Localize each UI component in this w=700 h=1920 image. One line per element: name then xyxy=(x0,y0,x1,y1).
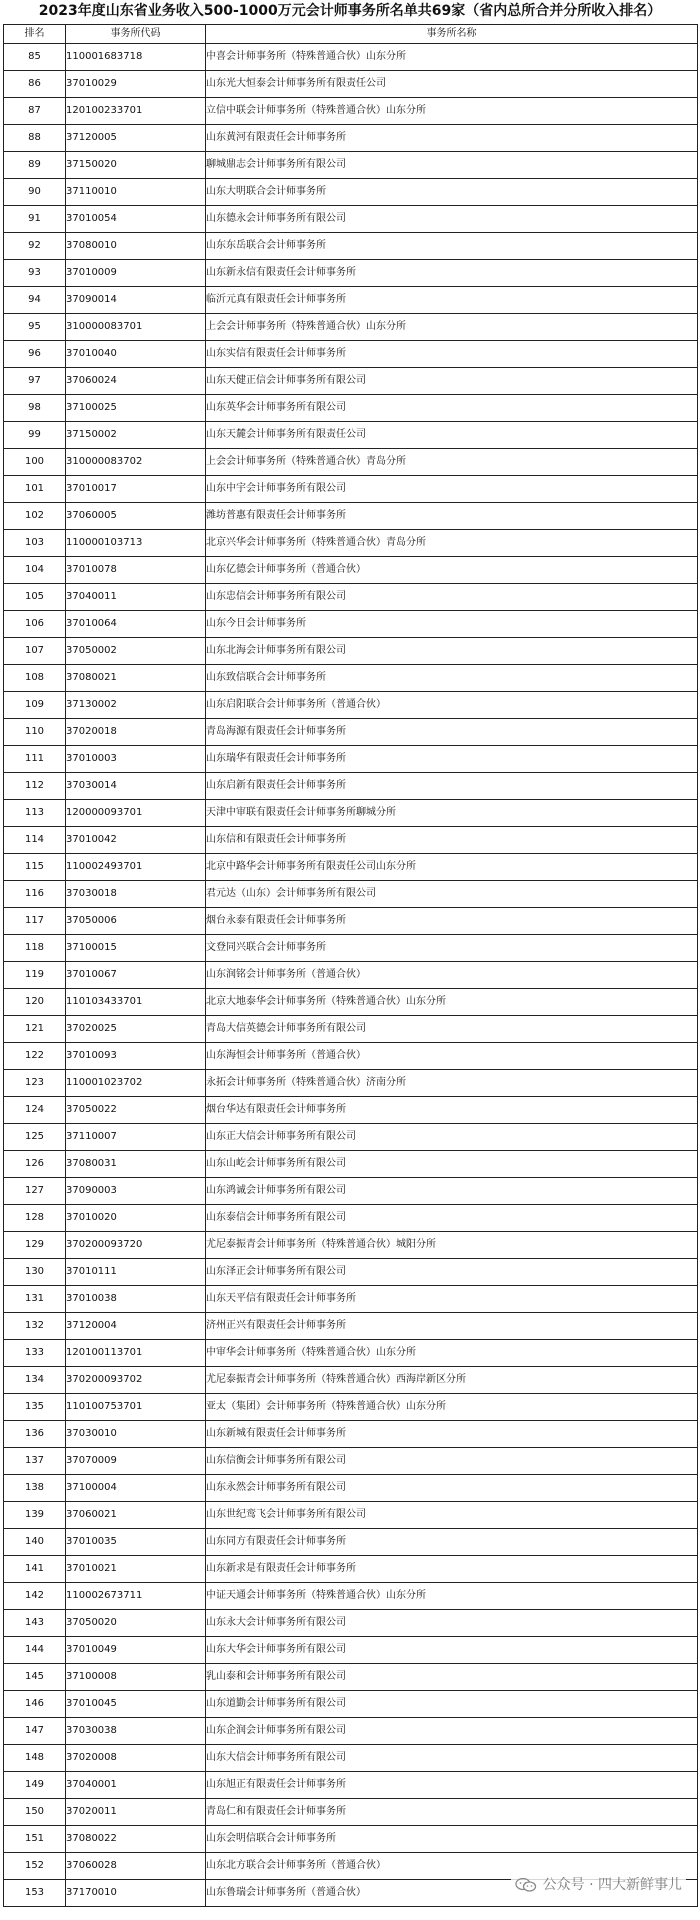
table-row xyxy=(4,800,698,827)
rank-cell: 109 xyxy=(4,692,66,719)
table-row xyxy=(4,1286,698,1313)
firm-name-cell: 尤尼泰振青会计师事务所（特殊普通合伙）西海岸新区分所 xyxy=(206,1367,698,1394)
table-row xyxy=(4,395,698,422)
code-cell: 37020025 xyxy=(66,1016,206,1043)
table-row xyxy=(4,773,698,800)
rank-cell: 123 xyxy=(4,1070,66,1097)
firm-name-cell: 文登同兴联合会计师事务所 xyxy=(206,935,698,962)
table-row xyxy=(4,1691,698,1718)
code-cell: 37010017 xyxy=(66,476,206,503)
code-cell: 37130002 xyxy=(66,692,206,719)
firm-name-cell: 山东鲁瑞会计师事务所（普通合伙） xyxy=(206,1880,698,1907)
code-cell: 37100004 xyxy=(66,1475,206,1502)
table-row xyxy=(4,1259,698,1286)
table-row xyxy=(4,179,698,206)
table-row xyxy=(4,1043,698,1070)
table-row xyxy=(4,341,698,368)
firm-name-cell: 临沂元真有限责任会计师事务所 xyxy=(206,287,698,314)
rank-cell: 135 xyxy=(4,1394,66,1421)
rank-cell: 143 xyxy=(4,1610,66,1637)
table-row xyxy=(4,44,698,71)
code-cell: 37050020 xyxy=(66,1610,206,1637)
firm-name-cell: 山东瑞华有限责任会计师事务所 xyxy=(206,746,698,773)
rank-cell: 89 xyxy=(4,152,66,179)
rank-cell: 106 xyxy=(4,611,66,638)
firm-name-cell: 君元达（山东）会计师事务所有限公司 xyxy=(206,881,698,908)
firm-name-cell: 青岛仁和有限责任会计师事务所 xyxy=(206,1799,698,1826)
table-row xyxy=(4,1394,698,1421)
table-row xyxy=(4,98,698,125)
firm-name-cell: 永拓会计师事务所（特殊普通合伙）济南分所 xyxy=(206,1070,698,1097)
firm-name-cell: 山东道勤会计师事务所有限公司 xyxy=(206,1691,698,1718)
table-row xyxy=(4,908,698,935)
firm-name-cell: 山东企润会计师事务所有限公司 xyxy=(206,1718,698,1745)
rank-cell: 145 xyxy=(4,1664,66,1691)
rank-cell: 101 xyxy=(4,476,66,503)
table-row xyxy=(4,827,698,854)
firm-name-cell: 山东英华会计师事务所有限公司 xyxy=(206,395,698,422)
rank-cell: 151 xyxy=(4,1826,66,1853)
rank-cell: 116 xyxy=(4,881,66,908)
rank-cell: 138 xyxy=(4,1475,66,1502)
firm-name-cell: 山东润铭会计师事务所（普通合伙） xyxy=(206,962,698,989)
firm-name-cell: 山东大明联合会计师事务所 xyxy=(206,179,698,206)
code-cell: 37100025 xyxy=(66,395,206,422)
firm-name-cell: 烟台永泰有限责任会计师事务所 xyxy=(206,908,698,935)
firm-ranking-table xyxy=(3,24,698,1907)
rank-cell: 132 xyxy=(4,1313,66,1340)
table-row xyxy=(4,557,698,584)
code-cell: 37010078 xyxy=(66,557,206,584)
table-row xyxy=(4,530,698,557)
table-row xyxy=(4,1097,698,1124)
rank-cell: 98 xyxy=(4,395,66,422)
code-cell: 37110007 xyxy=(66,1124,206,1151)
firm-name-cell: 烟台华达有限责任会计师事务所 xyxy=(206,1097,698,1124)
firm-name-cell: 山东大信会计师事务所有限公司 xyxy=(206,1745,698,1772)
table-row xyxy=(4,1718,698,1745)
rank-cell: 86 xyxy=(4,71,66,98)
rank-cell: 142 xyxy=(4,1583,66,1610)
firm-name-cell: 山东北方联合会计师事务所（普通合伙） xyxy=(206,1853,698,1880)
rank-cell: 87 xyxy=(4,98,66,125)
code-cell: 37010021 xyxy=(66,1556,206,1583)
rank-cell: 140 xyxy=(4,1529,66,1556)
rank-cell: 136 xyxy=(4,1421,66,1448)
code-cell: 120000093701 xyxy=(66,800,206,827)
table-row xyxy=(4,422,698,449)
table-row xyxy=(4,1583,698,1610)
firm-name-cell: 上会会计师事务所（特殊普通合伙）山东分所 xyxy=(206,314,698,341)
firm-name-cell: 山东新求是有限责任会计师事务所 xyxy=(206,1556,698,1583)
firm-name-cell: 济州正兴有限责任会计师事务所 xyxy=(206,1313,698,1340)
table-row xyxy=(4,1205,698,1232)
table-row xyxy=(4,746,698,773)
code-cell: 37010020 xyxy=(66,1205,206,1232)
code-cell: 37060028 xyxy=(66,1853,206,1880)
firm-name-cell: 山东启阳联合会计师事务所（普通合伙） xyxy=(206,692,698,719)
firm-name-cell: 山东同方有限责任会计师事务所 xyxy=(206,1529,698,1556)
rank-cell: 147 xyxy=(4,1718,66,1745)
firm-name-cell: 山东天健正信会计师事务所有限公司 xyxy=(206,368,698,395)
table-row xyxy=(4,1151,698,1178)
firm-name-cell: 山东天麓会计师事务所有限责任公司 xyxy=(206,422,698,449)
table-row xyxy=(4,503,698,530)
code-cell: 37030014 xyxy=(66,773,206,800)
code-cell: 110000103713 xyxy=(66,530,206,557)
code-cell: 37010049 xyxy=(66,1637,206,1664)
firm-name-cell: 山东信和有限责任会计师事务所 xyxy=(206,827,698,854)
code-cell: 310000083702 xyxy=(66,449,206,476)
rank-cell: 118 xyxy=(4,935,66,962)
code-cell: 310000083701 xyxy=(66,314,206,341)
page-title: 2023年度山东省业务收入500-1000万元会计师事务所名单共69家（省内总所合并分所收入排名） xyxy=(38,3,662,19)
table-row xyxy=(4,1367,698,1394)
rank-cell: 148 xyxy=(4,1745,66,1772)
firm-name-cell: 中喜会计师事务所（特殊普通合伙）山东分所 xyxy=(206,44,698,71)
firm-name-cell: 山东今日会计师事务所 xyxy=(206,611,698,638)
rank-cell: 131 xyxy=(4,1286,66,1313)
rank-cell: 126 xyxy=(4,1151,66,1178)
table-row xyxy=(4,1124,698,1151)
rank-cell: 115 xyxy=(4,854,66,881)
rank-cell: 99 xyxy=(4,422,66,449)
firm-name-cell: 山东海恒会计师事务所（普通合伙） xyxy=(206,1043,698,1070)
code-cell: 37030010 xyxy=(66,1421,206,1448)
rank-cell: 97 xyxy=(4,368,66,395)
rank-cell: 119 xyxy=(4,962,66,989)
firm-name-cell: 乳山泰和会计师事务所有限公司 xyxy=(206,1664,698,1691)
rank-cell: 141 xyxy=(4,1556,66,1583)
firm-name-cell: 亚太（集团）会计师事务所（特殊普通合伙）山东分所 xyxy=(206,1394,698,1421)
rank-cell: 128 xyxy=(4,1205,66,1232)
firm-name-cell: 山东大华会计师事务所有限公司 xyxy=(206,1637,698,1664)
rank-cell: 88 xyxy=(4,125,66,152)
firm-name-cell: 上会会计师事务所（特殊普通合伙）青岛分所 xyxy=(206,449,698,476)
header-code: 事务所代码 xyxy=(66,25,206,44)
rank-cell: 108 xyxy=(4,665,66,692)
code-cell: 37010003 xyxy=(66,746,206,773)
firm-name-cell: 山东旭正有限责任会计师事务所 xyxy=(206,1772,698,1799)
rank-cell: 107 xyxy=(4,638,66,665)
firm-name-cell: 潍坊普惠有限责任会计师事务所 xyxy=(206,503,698,530)
firm-name-cell: 山东忠信会计师事务所有限公司 xyxy=(206,584,698,611)
rank-cell: 105 xyxy=(4,584,66,611)
code-cell: 37010054 xyxy=(66,206,206,233)
table-row xyxy=(4,476,698,503)
table-body xyxy=(4,44,698,1907)
table-row xyxy=(4,233,698,260)
code-cell: 37150020 xyxy=(66,152,206,179)
table-row xyxy=(4,260,698,287)
code-cell: 37120004 xyxy=(66,1313,206,1340)
rank-cell: 129 xyxy=(4,1232,66,1259)
table-row xyxy=(4,989,698,1016)
rank-cell: 114 xyxy=(4,827,66,854)
code-cell: 37030038 xyxy=(66,1718,206,1745)
rank-cell: 133 xyxy=(4,1340,66,1367)
firm-name-cell: 山东鸿诚会计师事务所有限公司 xyxy=(206,1178,698,1205)
code-cell: 120100233701 xyxy=(66,98,206,125)
rank-cell: 102 xyxy=(4,503,66,530)
firm-name-cell: 青岛大信英德会计师事务所有限公司 xyxy=(206,1016,698,1043)
table-header xyxy=(4,25,698,44)
rank-cell: 120 xyxy=(4,989,66,1016)
firm-name-cell: 山东启新有限责任会计师事务所 xyxy=(206,773,698,800)
code-cell: 37070009 xyxy=(66,1448,206,1475)
rank-cell: 146 xyxy=(4,1691,66,1718)
table-row xyxy=(4,1313,698,1340)
code-cell: 37010038 xyxy=(66,1286,206,1313)
table-row xyxy=(4,1448,698,1475)
firm-name-cell: 中证天通会计师事务所（特殊普通合伙）山东分所 xyxy=(206,1583,698,1610)
table-row xyxy=(4,368,698,395)
firm-name-cell: 北京中路华会计师事务所有限责任公司山东分所 xyxy=(206,854,698,881)
firm-name-cell: 中审华会计师事务所（特殊普通合伙）山东分所 xyxy=(206,1340,698,1367)
table-row xyxy=(4,584,698,611)
code-cell: 37090014 xyxy=(66,287,206,314)
table-row xyxy=(4,1610,698,1637)
table-row xyxy=(4,1772,698,1799)
code-cell: 37110010 xyxy=(66,179,206,206)
rank-cell: 113 xyxy=(4,800,66,827)
rank-cell: 137 xyxy=(4,1448,66,1475)
code-cell: 37010035 xyxy=(66,1529,206,1556)
code-cell: 37060024 xyxy=(66,368,206,395)
header-name: 事务所名称 xyxy=(206,25,698,44)
table-row xyxy=(4,1529,698,1556)
table-row xyxy=(4,1421,698,1448)
rank-cell: 125 xyxy=(4,1124,66,1151)
firm-name-cell: 山东会明信联合会计师事务所 xyxy=(206,1826,698,1853)
table-row xyxy=(4,287,698,314)
table-row xyxy=(4,854,698,881)
code-cell: 370200093702 xyxy=(66,1367,206,1394)
table-row xyxy=(4,1340,698,1367)
code-cell: 37010093 xyxy=(66,1043,206,1070)
firm-name-cell: 山东实信有限责任会计师事务所 xyxy=(206,341,698,368)
table-row xyxy=(4,1016,698,1043)
rank-cell: 111 xyxy=(4,746,66,773)
firm-name-cell: 山东东岳联合会计师事务所 xyxy=(206,233,698,260)
code-cell: 37050006 xyxy=(66,908,206,935)
table-row xyxy=(4,881,698,908)
table-row xyxy=(4,1664,698,1691)
rank-cell: 150 xyxy=(4,1799,66,1826)
firm-name-cell: 山东泰信会计师事务所有限公司 xyxy=(206,1205,698,1232)
firm-name-cell: 山东黄河有限责任会计师事务所 xyxy=(206,125,698,152)
table-row xyxy=(4,1475,698,1502)
code-cell: 37030018 xyxy=(66,881,206,908)
firm-name-cell: 山东致信联合会计师事务所 xyxy=(206,665,698,692)
code-cell: 37080010 xyxy=(66,233,206,260)
header-rank: 排名 xyxy=(4,25,66,44)
table-row xyxy=(4,206,698,233)
rank-cell: 122 xyxy=(4,1043,66,1070)
firm-name-cell: 山东天平信有限责任会计师事务所 xyxy=(206,1286,698,1313)
firm-name-cell: 山东信衡会计师事务所有限公司 xyxy=(206,1448,698,1475)
rank-cell: 144 xyxy=(4,1637,66,1664)
code-cell: 110100753701 xyxy=(66,1394,206,1421)
code-cell: 110001683718 xyxy=(66,44,206,71)
code-cell: 37050002 xyxy=(66,638,206,665)
code-cell: 37080031 xyxy=(66,1151,206,1178)
table-row xyxy=(4,71,698,98)
firm-name-cell: 山东永然会计师事务所有限公司 xyxy=(206,1475,698,1502)
code-cell: 37010064 xyxy=(66,611,206,638)
firm-name-cell: 山东世纪鸾飞会计师事务所有限公司 xyxy=(206,1502,698,1529)
rank-cell: 121 xyxy=(4,1016,66,1043)
firm-name-cell: 山东泽正会计师事务所有限公司 xyxy=(206,1259,698,1286)
firm-name-cell: 山东新城有限责任会计师事务所 xyxy=(206,1421,698,1448)
firm-name-cell: 山东新永信有限责任会计师事务所 xyxy=(206,260,698,287)
firm-name-cell: 青岛海源有限责任会计师事务所 xyxy=(206,719,698,746)
rank-cell: 149 xyxy=(4,1772,66,1799)
table-row xyxy=(4,1070,698,1097)
code-cell: 37010042 xyxy=(66,827,206,854)
table-row xyxy=(4,962,698,989)
rank-cell: 110 xyxy=(4,719,66,746)
firm-name-cell: 山东永大会计师事务所有限公司 xyxy=(206,1610,698,1637)
code-cell: 37040001 xyxy=(66,1772,206,1799)
table-row xyxy=(4,1178,698,1205)
firm-name-cell: 北京大地泰华会计师事务所（特殊普通合伙）山东分所 xyxy=(206,989,698,1016)
rank-cell: 95 xyxy=(4,314,66,341)
code-cell: 110002673711 xyxy=(66,1583,206,1610)
rank-cell: 127 xyxy=(4,1178,66,1205)
table-row xyxy=(4,1637,698,1664)
code-cell: 37010067 xyxy=(66,962,206,989)
rank-cell: 100 xyxy=(4,449,66,476)
code-cell: 37010029 xyxy=(66,71,206,98)
table-row xyxy=(4,638,698,665)
table-row xyxy=(4,692,698,719)
code-cell: 37170010 xyxy=(66,1880,206,1907)
watermark xyxy=(511,1873,686,1897)
code-cell: 37100008 xyxy=(66,1664,206,1691)
rank-cell: 124 xyxy=(4,1097,66,1124)
code-cell: 110001023702 xyxy=(66,1070,206,1097)
rank-cell: 152 xyxy=(4,1853,66,1880)
rank-cell: 104 xyxy=(4,557,66,584)
code-cell: 37010111 xyxy=(66,1259,206,1286)
rank-cell: 94 xyxy=(4,287,66,314)
rank-cell: 153 xyxy=(4,1880,66,1907)
rank-cell: 85 xyxy=(4,44,66,71)
firm-name-cell: 立信中联会计师事务所（特殊普通合伙）山东分所 xyxy=(206,98,698,125)
code-cell: 110103433701 xyxy=(66,989,206,1016)
code-cell: 37020008 xyxy=(66,1745,206,1772)
code-cell: 37060021 xyxy=(66,1502,206,1529)
table-row xyxy=(4,1502,698,1529)
code-cell: 37040011 xyxy=(66,584,206,611)
code-cell: 120100113701 xyxy=(66,1340,206,1367)
table-row xyxy=(4,935,698,962)
rank-cell: 90 xyxy=(4,179,66,206)
code-cell: 37010045 xyxy=(66,1691,206,1718)
code-cell: 110002493701 xyxy=(66,854,206,881)
table-row xyxy=(4,449,698,476)
table-row xyxy=(4,152,698,179)
rank-cell: 93 xyxy=(4,260,66,287)
firm-name-cell: 天津中审联有限责任会计师事务所聊城分所 xyxy=(206,800,698,827)
code-cell: 37020011 xyxy=(66,1799,206,1826)
code-cell: 37100015 xyxy=(66,935,206,962)
code-cell: 37010040 xyxy=(66,341,206,368)
table-row xyxy=(4,611,698,638)
table-row xyxy=(4,1826,698,1853)
firm-name-cell: 山东光大恒泰会计师事务所有限责任公司 xyxy=(206,71,698,98)
firm-name-cell: 山东亿德会计师事务所（普通合伙） xyxy=(206,557,698,584)
watermark-text: 公众号 · 四大新鲜事儿 xyxy=(542,1877,682,1893)
table-row xyxy=(4,665,698,692)
firm-name-cell: 尤尼泰振青会计师事务所（特殊普通合伙）城阳分所 xyxy=(206,1232,698,1259)
firm-name-cell: 北京兴华会计师事务所（特殊普通合伙）青岛分所 xyxy=(206,530,698,557)
firm-name-cell: 聊城鼎志会计师事务所有限公司 xyxy=(206,152,698,179)
rank-cell: 92 xyxy=(4,233,66,260)
table-row xyxy=(4,719,698,746)
code-cell: 37050022 xyxy=(66,1097,206,1124)
table-row xyxy=(4,314,698,341)
rank-cell: 134 xyxy=(4,1367,66,1394)
code-cell: 37150002 xyxy=(66,422,206,449)
code-cell: 37090003 xyxy=(66,1178,206,1205)
rank-cell: 130 xyxy=(4,1259,66,1286)
code-cell: 37080022 xyxy=(66,1826,206,1853)
code-cell: 37060005 xyxy=(66,503,206,530)
code-cell: 37120005 xyxy=(66,125,206,152)
firm-name-cell: 山东北海会计师事务所有限公司 xyxy=(206,638,698,665)
rank-cell: 139 xyxy=(4,1502,66,1529)
code-cell: 37020018 xyxy=(66,719,206,746)
rank-cell: 96 xyxy=(4,341,66,368)
header-row xyxy=(4,25,698,44)
table-row xyxy=(4,125,698,152)
table-row xyxy=(4,1232,698,1259)
firm-name-cell: 山东山屹会计师事务所有限公司 xyxy=(206,1151,698,1178)
rank-cell: 103 xyxy=(4,530,66,557)
table-row xyxy=(4,1556,698,1583)
firm-name-cell: 山东德永会计师事务所有限公司 xyxy=(206,206,698,233)
firm-name-cell: 山东正大信会计师事务所有限公司 xyxy=(206,1124,698,1151)
rank-cell: 112 xyxy=(4,773,66,800)
wechat-icon xyxy=(515,1878,537,1892)
table-row xyxy=(4,1799,698,1826)
rank-cell: 117 xyxy=(4,908,66,935)
code-cell: 370200093720 xyxy=(66,1232,206,1259)
code-cell: 37010009 xyxy=(66,260,206,287)
code-cell: 37080021 xyxy=(66,665,206,692)
rank-cell: 91 xyxy=(4,206,66,233)
table-row xyxy=(4,1745,698,1772)
firm-name-cell: 山东中宇会计师事务所有限公司 xyxy=(206,476,698,503)
